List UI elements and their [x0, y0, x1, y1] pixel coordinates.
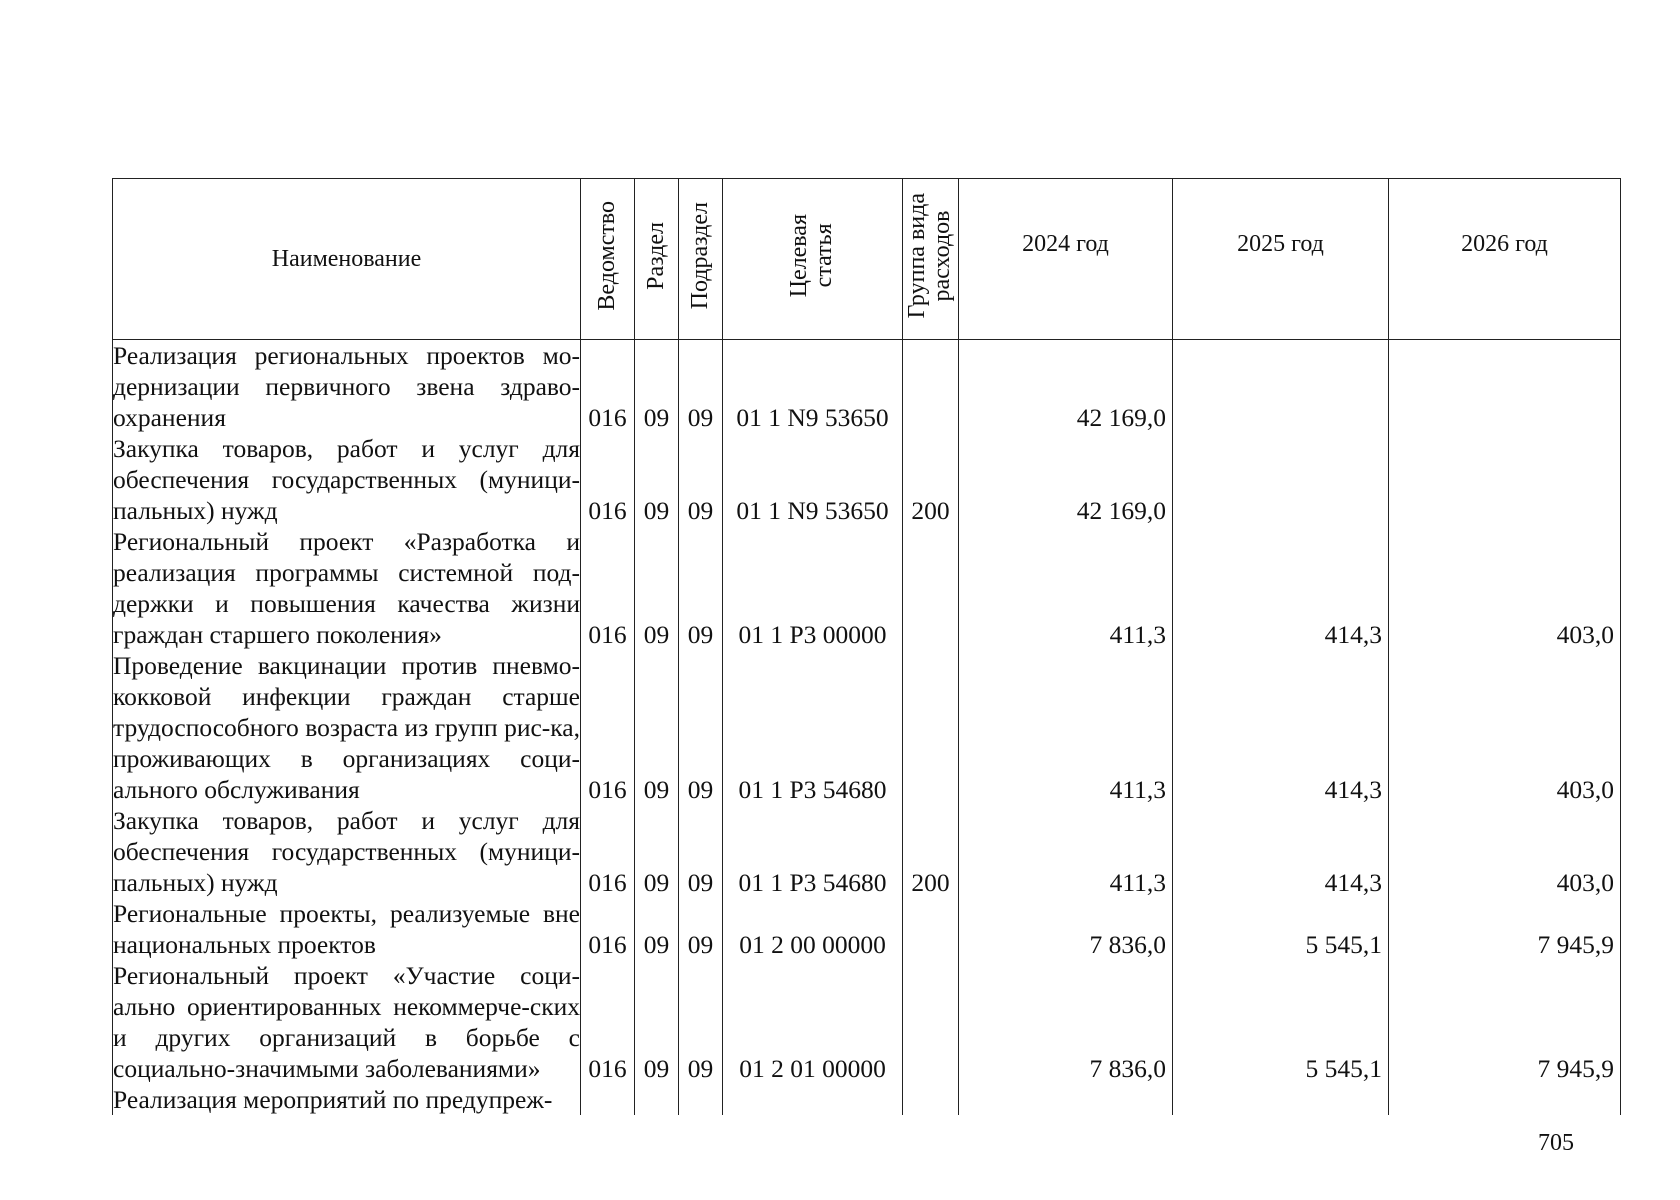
row-name — [113, 960, 581, 1084]
row-amount-2026 — [1389, 340, 1621, 434]
header-subsection-text: Подраздел — [686, 201, 713, 310]
table-row — [113, 526, 1621, 650]
row-department: 016 — [581, 898, 635, 960]
header-expense-group-line2: расходов — [929, 210, 956, 301]
row-amount-2024: 411,3 — [959, 805, 1173, 898]
row-group — [903, 898, 959, 960]
row-name-text: Региональный проект «Участие соци-ально ориентированных некоммерче-ских и других организаций в борьбе с социально-значимыми заболеваниями» — [113, 961, 580, 1083]
header-department — [581, 179, 635, 340]
row-name-text: Реализация мероприятий по предупреж- — [113, 1085, 553, 1114]
header-name-text: Наименование — [271, 245, 422, 272]
row-target: 01 1 P3 54680 — [723, 805, 903, 898]
row-amount-2025: 414,3 — [1173, 805, 1389, 898]
header-year-2025 — [1173, 179, 1389, 340]
row-name — [113, 340, 581, 434]
row-group — [903, 1084, 959, 1115]
row-amount-2024: 411,3 — [959, 526, 1173, 650]
row-subsection: 09 — [679, 340, 723, 434]
row-amount-2026: 7 945,9 — [1389, 898, 1621, 960]
header-target-line1: Целевая — [786, 213, 813, 298]
header-year-2024-text: 2024 год — [1022, 231, 1109, 257]
row-amount-2026: 403,0 — [1389, 650, 1621, 805]
header-subsection — [679, 179, 723, 340]
row-amount-2026 — [1389, 1084, 1621, 1115]
row-section: 09 — [635, 340, 679, 434]
header-expense-group-line1: Группа вида — [904, 192, 931, 319]
row-amount-2025: 414,3 — [1173, 526, 1389, 650]
header-expense-group-text — [905, 193, 955, 318]
table-row — [113, 650, 1621, 805]
row-name-text: Реализация региональных проектов мо-дернизации первичного звена здраво-охранения — [113, 341, 580, 432]
page-number: 705 — [1538, 1130, 1574, 1156]
budget-table — [112, 178, 1621, 1115]
header-year-2026-text: 2026 год — [1461, 231, 1548, 257]
row-target: 01 1 P3 00000 — [723, 526, 903, 650]
row-department — [581, 1084, 635, 1115]
row-section — [635, 1084, 679, 1115]
header-year-2025-text: 2025 год — [1237, 231, 1324, 257]
table-row — [113, 898, 1621, 960]
row-name — [113, 1084, 581, 1115]
row-group — [903, 650, 959, 805]
row-group: 200 — [903, 805, 959, 898]
header-year-2024 — [959, 179, 1173, 340]
row-amount-2024: 411,3 — [959, 650, 1173, 805]
row-amount-2024: 42 169,0 — [959, 340, 1173, 434]
row-target: 01 2 01 00000 — [723, 960, 903, 1084]
row-amount-2024: 7 836,0 — [959, 898, 1173, 960]
table-row — [113, 805, 1621, 898]
row-department: 016 — [581, 805, 635, 898]
row-section: 09 — [635, 650, 679, 805]
row-group — [903, 960, 959, 1084]
table-header-row — [113, 179, 1621, 340]
row-department: 016 — [581, 650, 635, 805]
row-amount-2026: 403,0 — [1389, 526, 1621, 650]
row-name — [113, 650, 581, 805]
row-amount-2025 — [1173, 1084, 1389, 1115]
row-name-text: Закупка товаров, работ и услуг для обеспечения государственных (муници-пальных) нужд — [113, 806, 580, 897]
row-target: 01 1 N9 53650 — [723, 340, 903, 434]
row-target: 01 1 P3 54680 — [723, 650, 903, 805]
row-amount-2025 — [1173, 340, 1389, 434]
table-row — [113, 960, 1621, 1084]
row-group: 200 — [903, 433, 959, 526]
table-row — [113, 1084, 1621, 1115]
header-section-text: Раздел — [642, 221, 669, 290]
row-target — [723, 1084, 903, 1115]
row-subsection: 09 — [679, 960, 723, 1084]
row-department: 016 — [581, 340, 635, 434]
header-year-2026 — [1389, 179, 1621, 340]
row-subsection — [679, 1084, 723, 1115]
row-group — [903, 526, 959, 650]
header-department-text: Ведомство — [593, 200, 620, 311]
row-group — [903, 340, 959, 434]
header-target-line2: статья — [811, 223, 838, 288]
row-subsection: 09 — [679, 805, 723, 898]
row-subsection: 09 — [679, 526, 723, 650]
row-amount-2026: 403,0 — [1389, 805, 1621, 898]
row-amount-2026 — [1389, 433, 1621, 526]
row-section: 09 — [635, 898, 679, 960]
row-section: 09 — [635, 805, 679, 898]
row-department: 016 — [581, 960, 635, 1084]
row-name — [113, 898, 581, 960]
row-subsection: 09 — [679, 898, 723, 960]
row-target: 01 1 N9 53650 — [723, 433, 903, 526]
row-department: 016 — [581, 526, 635, 650]
row-name — [113, 526, 581, 650]
row-amount-2025: 5 545,1 — [1173, 898, 1389, 960]
row-subsection: 09 — [679, 650, 723, 805]
row-amount-2025: 414,3 — [1173, 650, 1389, 805]
row-section: 09 — [635, 526, 679, 650]
row-amount-2024: 7 836,0 — [959, 960, 1173, 1084]
row-name-text: Региональные проекты, реализуемые вне национальных проектов — [113, 899, 580, 959]
header-section — [635, 179, 679, 340]
header-name — [113, 179, 581, 340]
row-amount-2025 — [1173, 433, 1389, 526]
row-amount-2024: 42 169,0 — [959, 433, 1173, 526]
row-section: 09 — [635, 960, 679, 1084]
row-subsection: 09 — [679, 433, 723, 526]
row-name — [113, 433, 581, 526]
row-department: 016 — [581, 433, 635, 526]
table-row — [113, 340, 1621, 434]
row-name-text: Закупка товаров, работ и услуг для обеспечения государственных (муници-пальных) нужд — [113, 434, 580, 525]
table-row — [113, 433, 1621, 526]
row-amount-2026: 7 945,9 — [1389, 960, 1621, 1084]
header-expense-group — [903, 179, 959, 340]
row-section: 09 — [635, 433, 679, 526]
row-target: 01 2 00 00000 — [723, 898, 903, 960]
row-name — [113, 805, 581, 898]
row-amount-2025: 5 545,1 — [1173, 960, 1389, 1084]
row-name-text: Проведение вакцинации против пневмо-кокковой инфекции граждан старше трудоспособного возраста из групп рис-ка, проживающих в организациях соци-ального обслуживания — [113, 651, 580, 804]
header-target-text — [787, 214, 837, 297]
header-target — [723, 179, 903, 340]
row-amount-2024 — [959, 1084, 1173, 1115]
row-name-text: Региональный проект «Разработка и реализация программы системной под-держки и повышения качества жизни граждан старшего поколения» — [113, 527, 580, 649]
